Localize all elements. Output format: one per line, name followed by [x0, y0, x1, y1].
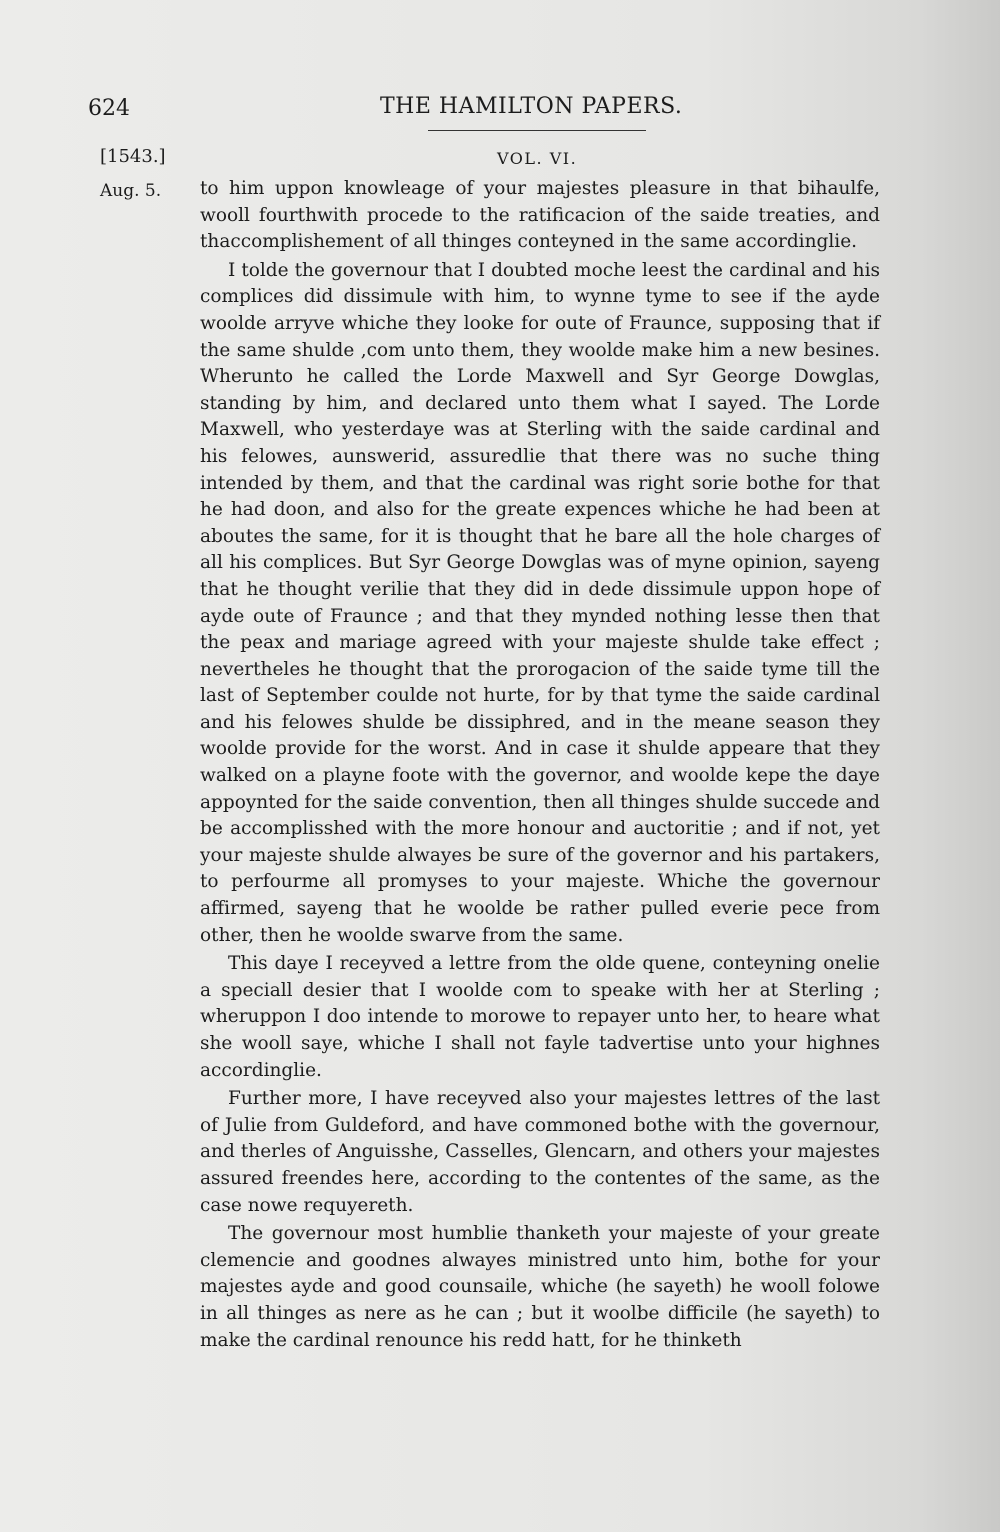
year-label: [1543.] — [100, 146, 166, 167]
paragraph: Further more, I have receyved also your majestes lettres of the last of Julie from Guldeford, and have commoned bothe with the governour, and therles of Anguisshe, Casselles, Glencarn, and others your majestes assured freendes here, according to the contentes of the same, as the case nowe requyereth. — [200, 1088, 880, 1216]
paragraph-continuation: to him uppon knowleage of your majestes pleasure in that bihaulfe, wooll fourthwith procede to the ratificacion of the saide treaties, and thaccomplishement of all thinges conteyned in the same accordinglie. — [200, 178, 880, 253]
page-number: 624 — [88, 96, 130, 121]
running-title: THE HAMILTON PAPERS. — [380, 94, 683, 119]
body-text — [200, 176, 880, 1354]
header-rule — [428, 130, 646, 131]
margin-date: Aug. 5. — [100, 181, 162, 201]
volume-label: VOL. VI. — [497, 149, 578, 168]
paragraph: This daye I receyved a lettre from the olde quene, conteyning onelie a speciall desier that I woolde com to speake with her at Sterling ; wheruppon I doo intende to morowe to repayer unto her, to heare what she wooll saye, whiche I shall not fayle tadvertise unto your highnes accordinglie. — [200, 953, 880, 1081]
paragraph: The governour most humblie thanketh your majeste of your greate clemencie and goodnes alwayes ministred unto him, bothe for your majestes ayde and good counsaile, whiche (he sayeth) he wooll folowe in all thinges as nere as he can ; but it woolbe difficile (he sayeth) to make the cardinal renounce his redd hatt, for he thinketh — [200, 1223, 880, 1351]
paragraph: I tolde the governour that I doubted moche leest the cardinal and his complices did dissimule with him, to wynne tyme to see if the ayde woolde arryve whiche they looke for oute of Fraunce, supposing that if the same shulde ,com unto them, they woolde make him a new besines. Wherunto he called the Lorde Maxwell and Syr George Dowglas, standing by him, and declared unto them what I sayed. The Lorde Maxwell, who yesterdaye was at Sterling with the saide cardinal and his felowes, aunswerid, assuredlie that there was no suche thing intended by them, and that the cardinal was right sorie bothe for that he had doon, and also for the greate expences whiche he had been at aboutes the same, for it is thought that he bare all the hole charges of all his complices. But Syr George Dowglas was of myne opinion, sayeng that he thought verilie that they did in dede dissimule uppon hope of ayde oute of Fraunce ; and that they mynded nothing lesse then that the peax and mariage agreed with your majeste shulde take effect ; nevertheles he thought that the prorogacion of the saide tyme till the last of September coulde not hurte, for by that tyme the saide cardinal and his felowes shulde be dissiphred, and in the meane season they woolde provide for the worst. And in case it shulde appeare that they walked on a playne foote with the governor, and woolde kepe the daye appoynted for the saide convention, then all thinges shulde succede and be accomplisshed with the more honour and auctoritie ; and if not, yet your majeste shulde alwayes be sure of the governor and his partakers, to perfourme all promyses to your majeste. Whiche the governour affirmed, sayeng that he woolde be rather pulled everie pece from other, then he woolde swarve from the same. — [200, 259, 880, 946]
